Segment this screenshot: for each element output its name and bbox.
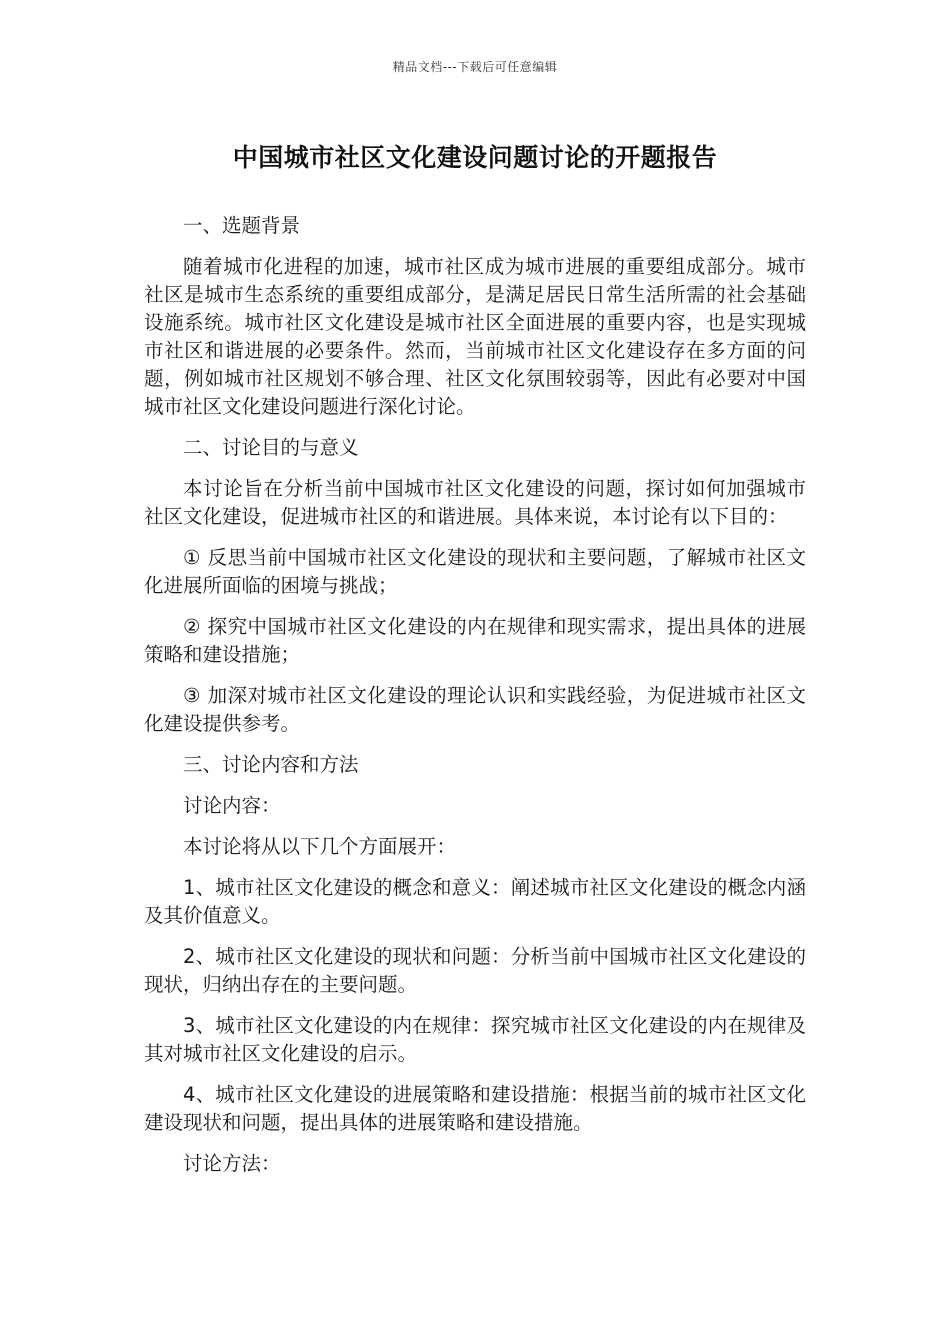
section-heading-background: 一、选题背景	[183, 214, 301, 237]
content-item-4: 4、城市社区文化建设的进展策略和建设措施：根据当前的城市社区文化建设现状和问题，提出具体的进展策略和建设措施。	[144, 1083, 806, 1134]
document-title: 中国城市社区文化建设问题讨论的开题报告	[232, 143, 718, 172]
paragraph-content-intro: 本讨论将从以下几个方面展开：	[183, 835, 457, 858]
paragraph-purpose-intro: 本讨论旨在分析当前中国城市社区文化建设的问题，探讨如何加强城市社区文化建设，促进城市社区的和谐进展。具体来说，本讨论有以下目的：	[144, 477, 806, 528]
page-header-note: 精品文档---下载后可任意编辑	[392, 60, 558, 74]
paragraph-background: 随着城市化进程的加速，城市社区成为城市进展的重要组成部分。城市社区是城市生态系统的重要组成部分，是满足居民日常生活所需的社会基础设施系统。城市社区文化建设是城市社区全面进展的重要内容，也是实现城市社区和谐进展的必要条件。然而，当前城市社区文化建设存在多方面的问题，例如城市社区规划不够合理、社区文化氛围较弱等，因此有必要对中国城市社区文化建设问题进行深化讨论。	[144, 255, 806, 418]
content-item-2: 2、城市社区文化建设的现状和问题：分析当前中国城市社区文化建设的现状，归纳出存在的主要问题。	[144, 945, 806, 996]
document-body	[144, 212, 806, 1191]
content-item-3: 3、城市社区文化建设的内在规律：探究城市社区文化建设的内在规律及其对城市社区文化建设的启示。	[144, 1014, 806, 1065]
subheading-method: 讨论方法：	[183, 1152, 281, 1175]
section-heading-purpose: 二、讨论目的与意义	[183, 436, 359, 459]
purpose-item-1: ① 反思当前中国城市社区文化建设的现状和主要问题，了解城市社区文化进展所面临的困境与挑战；	[144, 546, 806, 597]
purpose-item-3: ③ 加深对城市社区文化建设的理论认识和实践经验，为促进城市社区文化建设提供参考。	[144, 684, 806, 735]
subheading-content: 讨论内容：	[183, 794, 281, 817]
section-heading-content-method: 三、讨论内容和方法	[183, 753, 359, 776]
content-item-1: 1、城市社区文化建设的概念和意义：阐述城市社区文化建设的概念内涵及其价值意义。	[144, 876, 806, 927]
purpose-item-2: ② 探究中国城市社区文化建设的内在规律和现实需求，提出具体的进展策略和建设措施；	[144, 615, 806, 666]
